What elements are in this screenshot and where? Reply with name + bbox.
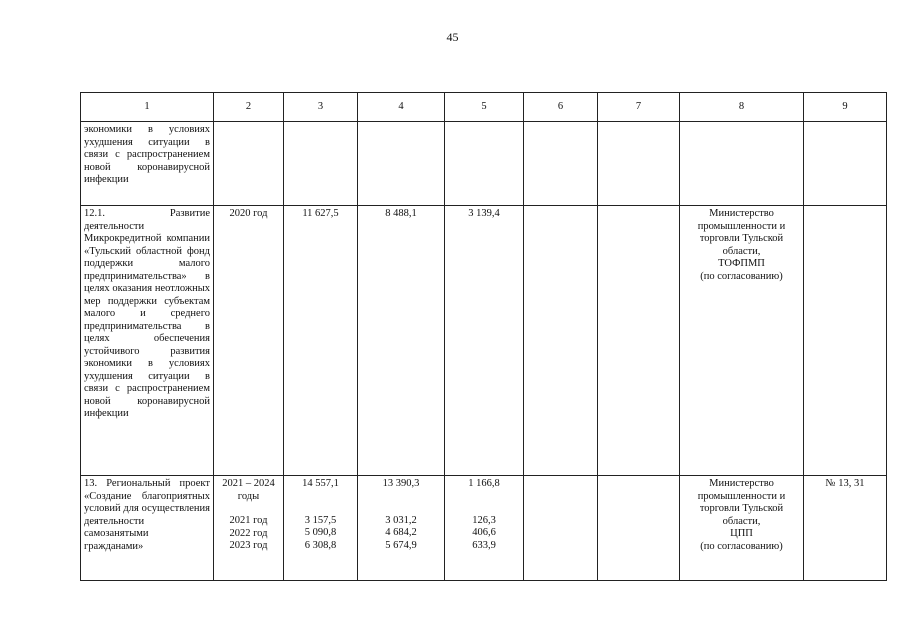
cell-line: 5 090,8 bbox=[304, 527, 337, 538]
column-header: 8 bbox=[680, 93, 804, 122]
table-cell-indicator bbox=[804, 206, 887, 476]
table-cell-description: 12.1. Развитие деятельности Микрокредитной компании «Тульский областной фонд поддержки малого предпринимательства» в целях оказания неотложных мер поддержки субъектам малого и среднего предпринимательства в целях обеспечения устойчивого развития экономики в условиях ухудшения ситуации в связи с распространением новой коронавирусной инфекции bbox=[81, 206, 214, 476]
cell-line: 2023 год bbox=[229, 540, 268, 551]
column-header: 1 bbox=[81, 93, 214, 122]
table-cell-executor bbox=[680, 476, 804, 581]
cell-line: 2021 год bbox=[229, 515, 268, 526]
table-cell-value bbox=[524, 476, 598, 581]
table-cell-executor bbox=[680, 122, 804, 206]
table-cell-value bbox=[445, 476, 524, 581]
table-cell-value bbox=[598, 476, 680, 581]
table-cell-description: экономики в условиях ухудшения ситуации в связи с распространением новой коронавирусной инфекции bbox=[81, 122, 214, 206]
program-table bbox=[80, 92, 887, 581]
cell-line: годы bbox=[237, 490, 260, 502]
cell-line: 2020 год bbox=[229, 208, 268, 219]
table-row bbox=[81, 476, 887, 581]
table-cell-indicator: № 13, 31 bbox=[804, 476, 887, 581]
cell-line: 3 157,5 bbox=[304, 514, 337, 526]
cell-line: области, bbox=[722, 245, 761, 257]
table-cell-value bbox=[524, 122, 598, 206]
table-cell-value bbox=[284, 122, 358, 206]
table-cell-indicator bbox=[804, 122, 887, 206]
table-cell-value bbox=[445, 122, 524, 206]
table-row bbox=[81, 206, 887, 476]
cell-line: 406,6 bbox=[472, 527, 496, 538]
table-cell-value bbox=[284, 206, 358, 476]
table-cell-value bbox=[358, 122, 445, 206]
cell-line: ЦПП bbox=[730, 528, 753, 539]
column-header: 6 bbox=[524, 93, 598, 122]
cell-line: 8 488,1 bbox=[385, 208, 417, 219]
cell-line: 3 139,4 bbox=[468, 208, 500, 219]
cell-line: области, bbox=[722, 515, 761, 527]
cell-line bbox=[361, 491, 441, 503]
cell-line: 14 557,1 bbox=[302, 478, 339, 489]
cell-line bbox=[217, 503, 280, 515]
column-header: 3 bbox=[284, 93, 358, 122]
cell-line: 4 684,2 bbox=[385, 527, 417, 538]
cell-line: 13 390,3 bbox=[382, 478, 420, 489]
cell-line: промышленности и bbox=[697, 220, 786, 232]
cell-line: 126,3 bbox=[472, 514, 496, 526]
table-cell-value bbox=[598, 122, 680, 206]
cell-line: ТОФПМП bbox=[718, 258, 765, 269]
table-cell-value bbox=[358, 206, 445, 476]
cell-line: Министерство bbox=[709, 208, 774, 219]
cell-line: (по согласованию) bbox=[700, 540, 783, 552]
cell-line: 2022 год bbox=[229, 527, 268, 539]
cell-line: Министерство bbox=[709, 478, 774, 489]
column-header: 7 bbox=[598, 93, 680, 122]
cell-line: 3 031,2 bbox=[385, 514, 417, 526]
cell-line bbox=[287, 503, 354, 515]
cell-line: промышленности и bbox=[697, 490, 786, 502]
table-cell-value bbox=[524, 206, 598, 476]
cell-line bbox=[287, 491, 354, 503]
cell-line bbox=[448, 491, 520, 503]
table-cell-value bbox=[284, 476, 358, 581]
table-cell-value bbox=[598, 206, 680, 476]
table-cell-executor bbox=[680, 206, 804, 476]
cell-line bbox=[448, 503, 520, 515]
header-row bbox=[81, 93, 887, 122]
cell-line: 6 308,8 bbox=[304, 539, 337, 551]
table-row bbox=[81, 122, 887, 206]
column-header: 5 bbox=[445, 93, 524, 122]
cell-line bbox=[361, 503, 441, 515]
column-header: 9 bbox=[804, 93, 887, 122]
cell-line: 633,9 bbox=[472, 539, 496, 551]
cell-line: торговли Тульской bbox=[699, 233, 784, 244]
table-cell-value bbox=[445, 206, 524, 476]
page-number: 45 bbox=[446, 30, 459, 44]
cell-line: торговли Тульской bbox=[699, 503, 784, 514]
table-cell-value bbox=[214, 206, 284, 476]
table-cell-value bbox=[214, 122, 284, 206]
table-cell-value bbox=[358, 476, 445, 581]
column-header: 2 bbox=[214, 93, 284, 122]
column-header: 4 bbox=[358, 93, 445, 122]
cell-line: 5 674,9 bbox=[385, 539, 417, 551]
cell-line: 11 627,5 bbox=[302, 208, 339, 219]
cell-line: 2021 – 2024 bbox=[222, 478, 275, 489]
table-cell-value bbox=[214, 476, 284, 581]
table-cell-description: 13. Региональный проект «Создание благоприятных условий для осуществления деятельности самозанятыми гражданами» bbox=[81, 476, 214, 581]
cell-line: (по согласованию) bbox=[700, 270, 783, 282]
cell-line: 1 166,8 bbox=[468, 478, 500, 489]
